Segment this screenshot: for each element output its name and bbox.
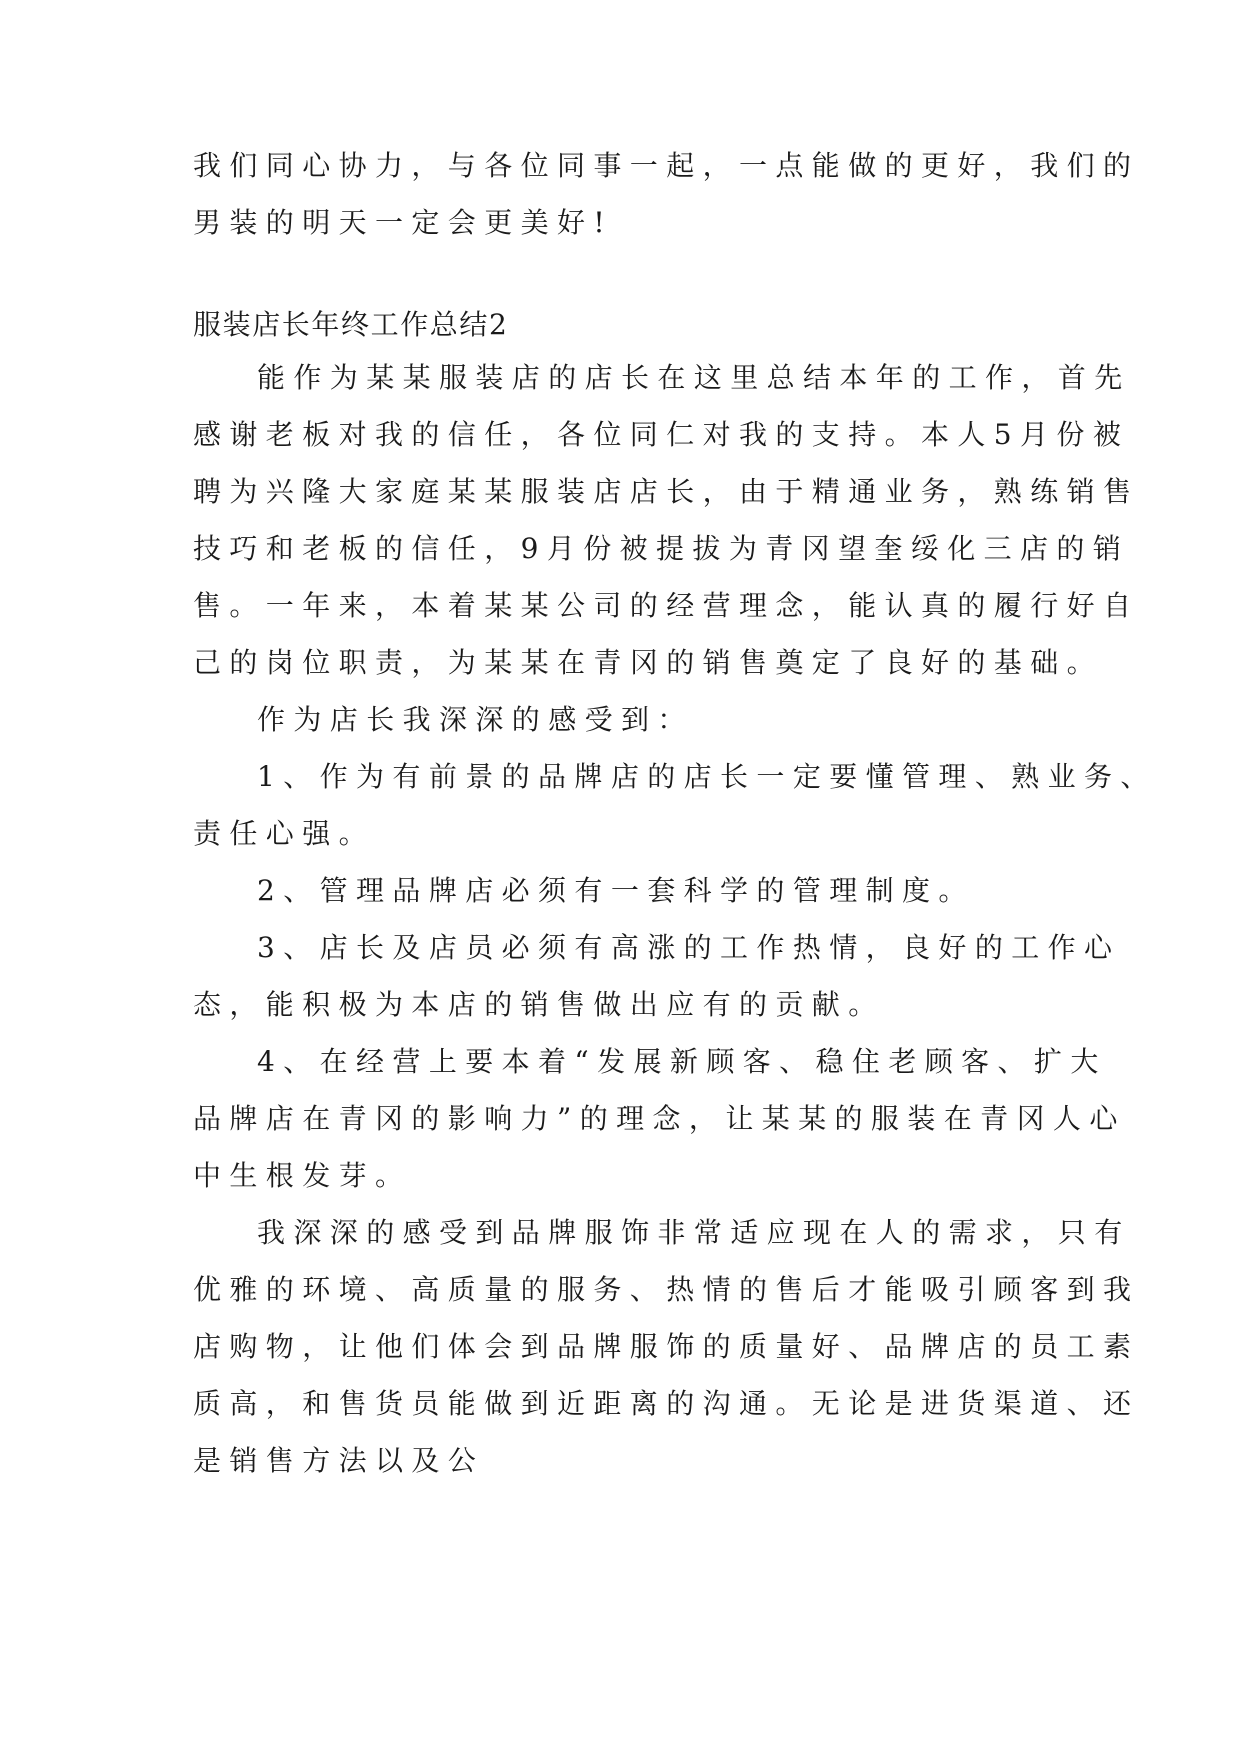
- paragraph-line: 己的岗位职责，为某某在青冈的销售奠定了良好的基础。: [193, 646, 1104, 679]
- list-item-line: 2、管理品牌店必须有一套科学的管理制度。: [257, 874, 975, 907]
- intro-line: 男装的明天一定会更美好!: [193, 206, 614, 239]
- paragraph-line: 作为店长我深深的感受到：: [257, 703, 694, 736]
- paragraph-line: 质高，和售货员能做到近距离的沟通。无论是进货渠道、还: [193, 1387, 1140, 1420]
- list-item-line: 中生根发芽。: [193, 1159, 412, 1192]
- paragraph-line: 能作为某某服装店的店长在这里总结本年的工作，首先: [257, 361, 1131, 394]
- paragraph-line: 我深深的感受到品牌服饰非常适应现在人的需求，只有: [257, 1216, 1131, 1249]
- list-item-line: 4、在经营上要本着“发展新顾客、稳住老顾客、扩大: [257, 1045, 1107, 1078]
- list-item-line: 1、作为有前景的品牌店的店长一定要懂管理、熟业务、: [257, 760, 1157, 793]
- paragraph-line: 是销售方法以及公: [193, 1444, 485, 1477]
- section-title: 服装店长年终工作总结2: [193, 308, 509, 341]
- paragraph-line: 售。一年来，本着某某公司的经营理念，能认真的履行好自: [193, 589, 1140, 622]
- paragraph-line: 店购物，让他们体会到品牌服饰的质量好、品牌店的员工素: [193, 1330, 1140, 1363]
- paragraph-line: 感谢老板对我的信任，各位同仁对我的支持。本人5月份被: [193, 418, 1130, 451]
- paragraph-line: 优雅的环境、高质量的服务、热情的售后才能吸引顾客到我: [193, 1273, 1140, 1306]
- list-item-line: 责任心强。: [193, 817, 376, 850]
- intro-line: 我们同心协力，与各位同事一起，一点能做的更好，我们的: [193, 149, 1140, 182]
- paragraph-line: 聘为兴隆大家庭某某服装店店长，由于精通业务，熟练销售: [193, 475, 1140, 508]
- paragraph-line: 技巧和老板的信任，9月份被提拔为青冈望奎绥化三店的销: [193, 532, 1130, 565]
- list-item-line: 3、店长及店员必须有高涨的工作热情，良好的工作心: [257, 931, 1121, 964]
- list-item-line: 品牌店在青冈的影响力”的理念，让某某的服装在青冈人心: [193, 1102, 1126, 1135]
- list-item-line: 态，能积极为本店的销售做出应有的贡献。: [193, 988, 885, 1021]
